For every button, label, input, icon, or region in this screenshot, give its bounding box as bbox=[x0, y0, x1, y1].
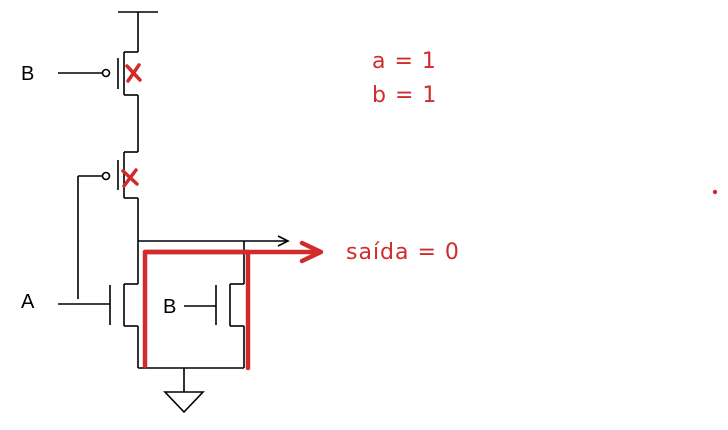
pmos-b-gate-label: B bbox=[21, 63, 35, 85]
annotation-output: saída = 0 bbox=[346, 240, 460, 265]
cross-pmos-a-icon bbox=[123, 170, 137, 186]
nmos-b-transistor bbox=[184, 241, 244, 368]
pmos-b-transistor bbox=[58, 52, 138, 95]
output-node bbox=[138, 198, 288, 246]
annotation-b-value: b = 1 bbox=[372, 83, 438, 108]
nmos-a-transistor bbox=[58, 241, 138, 368]
annotation-a-value: a = 1 bbox=[372, 49, 437, 74]
nmos-b-gate-label: B bbox=[163, 296, 177, 318]
pmos-a-transistor bbox=[78, 152, 138, 299]
ground-symbol bbox=[138, 368, 244, 412]
vdd-rail bbox=[118, 12, 158, 52]
nmos-a-gate-label: A bbox=[21, 291, 35, 313]
cross-pmos-b-icon bbox=[127, 65, 140, 81]
stray-dot bbox=[713, 190, 717, 194]
